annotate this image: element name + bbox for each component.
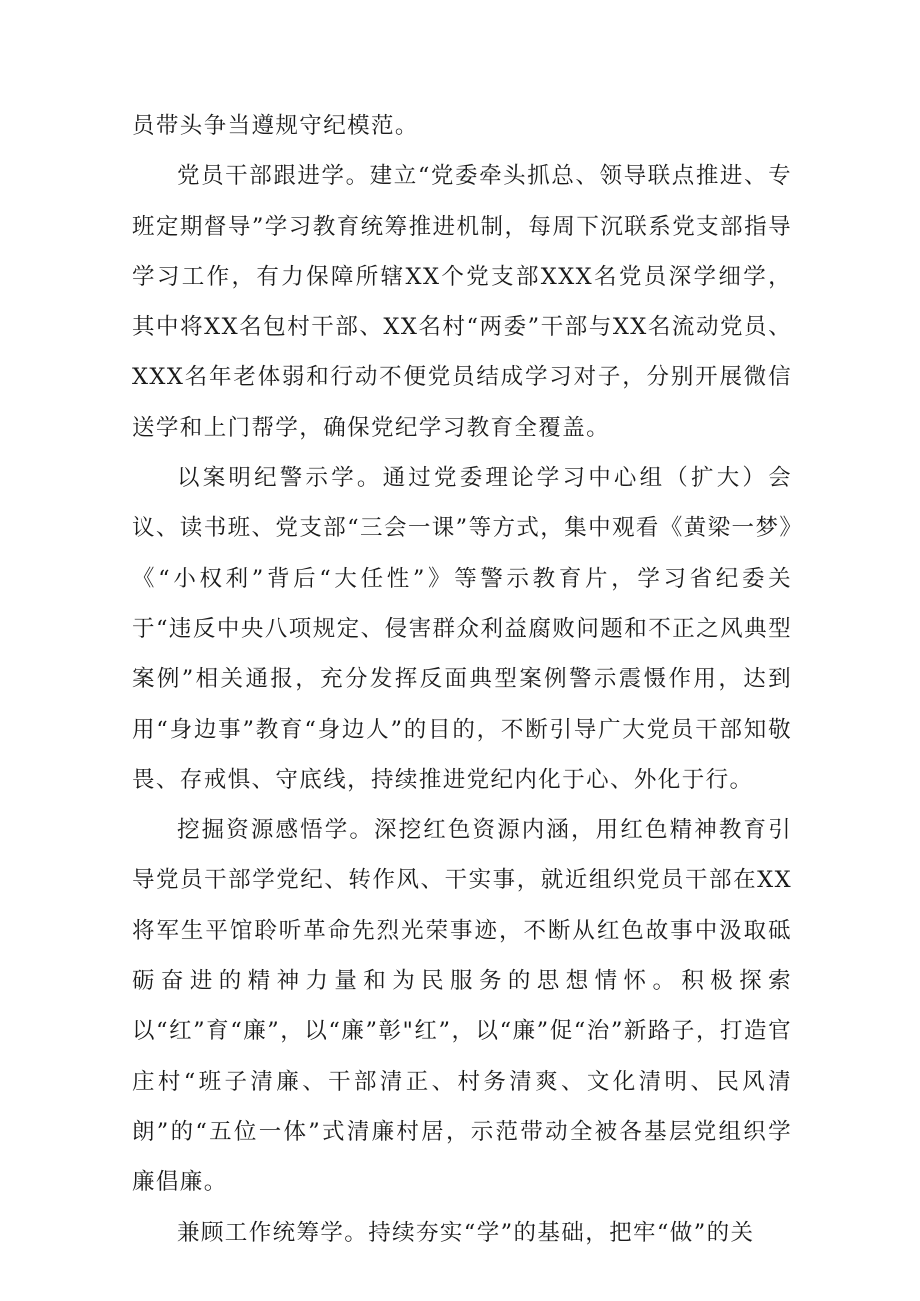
paragraph-warning-study: 以案明纪警示学。通过党委理论学习中心组（扩大）会议、读书班、党支部“三会一课”等方式，集中观看《黄梁一梦》《“小权利”背后“大任性”》等警示教育片，学习省纪委关于“违反中央八项规定、侵害群众利益腐败问题和不正之风典型案例”相关通报，充分发挥反面典型案例警示震慑作用，达到用“身边事”教育“身边人”的目的，不断引导广大党员干部知敬畏、存戒惧、守底线，持续推进党纪内化于心、外化于行。 xyxy=(132,465,792,793)
paragraph-work-study: 兼顾工作统筹学。持续夯实“学”的基础，把牢“做”的关 xyxy=(177,1219,755,1246)
document-body xyxy=(132,101,792,1258)
paragraph-cadre-study: 党员干部跟进学。建立“党委牵头抓总、领导联点推进、专班定期督导”学习教育统筹推进机制，每周下沉联系党支部指导学习工作，有力保障所辖XX个党支部XXX名党员深学细学，其中将XX名包村干部、XX名村“两委”干部与XX名流动党员、XXX名年老体弱和行动不便党员结成学习对子，分别开展微信送学和上门帮学，确保党纪学习教育全覆盖。 xyxy=(132,163,792,441)
paragraph-continuation: 员带头争当遵规守纪模范。 xyxy=(132,113,419,139)
paragraph-resource-study: 挖掘资源感悟学。深挖红色资源内涵，用红色精神教育引导党员干部学党纪、转作风、干实事，就近组织党员干部在XX将军生平馆聆听革命先烈光荣事迹，不断从红色故事中汲取砥砺奋进的精神力量和为民服务的思想情怀。积极探索以“红”育“廉”，以“廉”彰"红”，以“廉”促“治”新路子，打造官庄村“班子清廉、干部清正、村务清爽、文化清明、民风清朗”的“五位一体”式清廉村居，示范带动全被各基层党组织学廉倡廉。 xyxy=(132,817,792,1196)
